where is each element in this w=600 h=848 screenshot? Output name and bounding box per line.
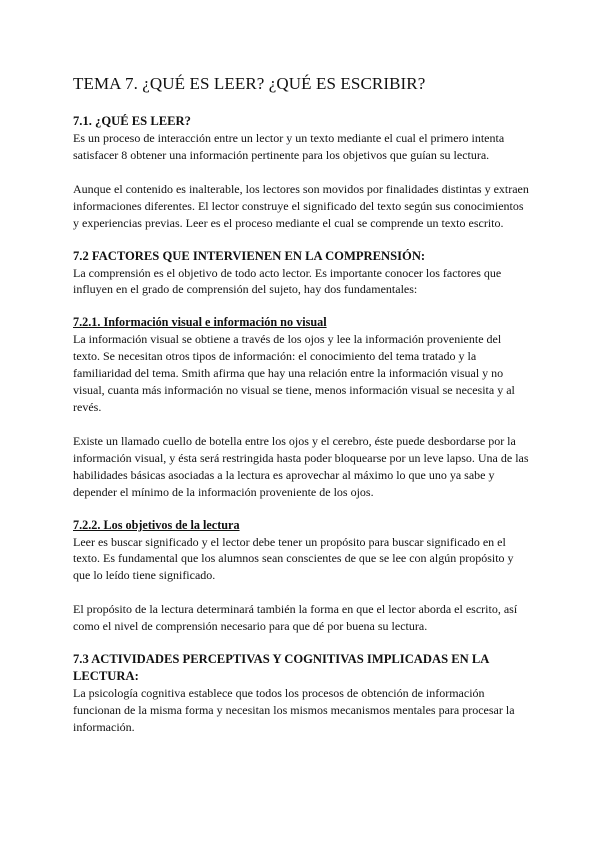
paragraph: Aunque el contenido es inalterable, los lectores son movidos por finalidades distintas y extraen informaciones diferentes. El lector construye el significado del texto según sus conocimientos y experiencias previas. Leer es el proceso mediante el cual se comprende un texto escrito. xyxy=(73,181,529,230)
section-heading-7-3: 7.3 ACTIVIDADES PERCEPTIVAS Y COGNITIVAS IMPLICADAS EN LA LECTURA: xyxy=(73,652,489,684)
paragraph: Existe un llamado cuello de botella entre los ojos y el cerebro, éste puede desbordarse por la información visual, y ésta será restringida hasta poder bloquearse por un leve lapso. Una de las habilidades básicas asociadas a la lectura es aprovechar al máximo lo que uno ya sabe y depender el mínimo de la información proveniente de los ojos. xyxy=(73,433,529,499)
paragraph: La psicología cognitiva establece que todos los procesos de obtención de información funcionan de la misma forma y necesitan los mismos mecanismos mentales para procesar la información. xyxy=(73,686,515,734)
section-heading-7-1: 7.1. ¿QUÉ ES LEER? xyxy=(73,114,191,128)
paragraph: La comprensión es el objetivo de todo acto lector. Es importante conocer los factores que influyen en el grado de comprensión del sujeto, hay dos fundamentales: xyxy=(73,265,502,297)
page-title: TEMA 7. ¿QUÉ ES LEER? ¿QUÉ ES ESCRIBIR? xyxy=(73,74,426,93)
document-body xyxy=(73,74,531,736)
paragraph: Leer es buscar significado y el lector debe tener un propósito para buscar significado en el texto. Es fundamental que los alumnos sean conscientes de que se lee con algún propósito y que lo leído tiene significado. xyxy=(73,534,514,583)
section-heading-7-2-2: 7.2.2. Los objetivos de la lectura xyxy=(73,517,240,532)
paragraph: La información visual se obtiene a través de los ojos y lee la información proveniente del texto. Se necesitan otros tipos de información: el conocimiento del tema tratado y la familiaridad del tema. Smith afirma que hay una relación entre la información visual y no visual, cuanta más información no visual se tiene, menos información visual se necesita y al revés. xyxy=(73,332,515,414)
paragraph: El propósito de la lectura determinará también la forma en que el lector aborda el escrito, así como el nivel de comprensión necesario para que dé por buena su lectura. xyxy=(73,602,518,634)
section-heading-7-2: 7.2 FACTORES QUE INTERVIENEN EN LA COMPRENSIÓN: xyxy=(73,248,426,263)
section-heading-7-2-1: 7.2.1. Información visual e información no visual xyxy=(73,315,327,330)
paragraph: Es un proceso de interacción entre un lector y un texto mediante el cual el primero intenta satisfacer 8 obtener una información pertinente para los objetivos que guían su lectura. xyxy=(73,131,505,162)
